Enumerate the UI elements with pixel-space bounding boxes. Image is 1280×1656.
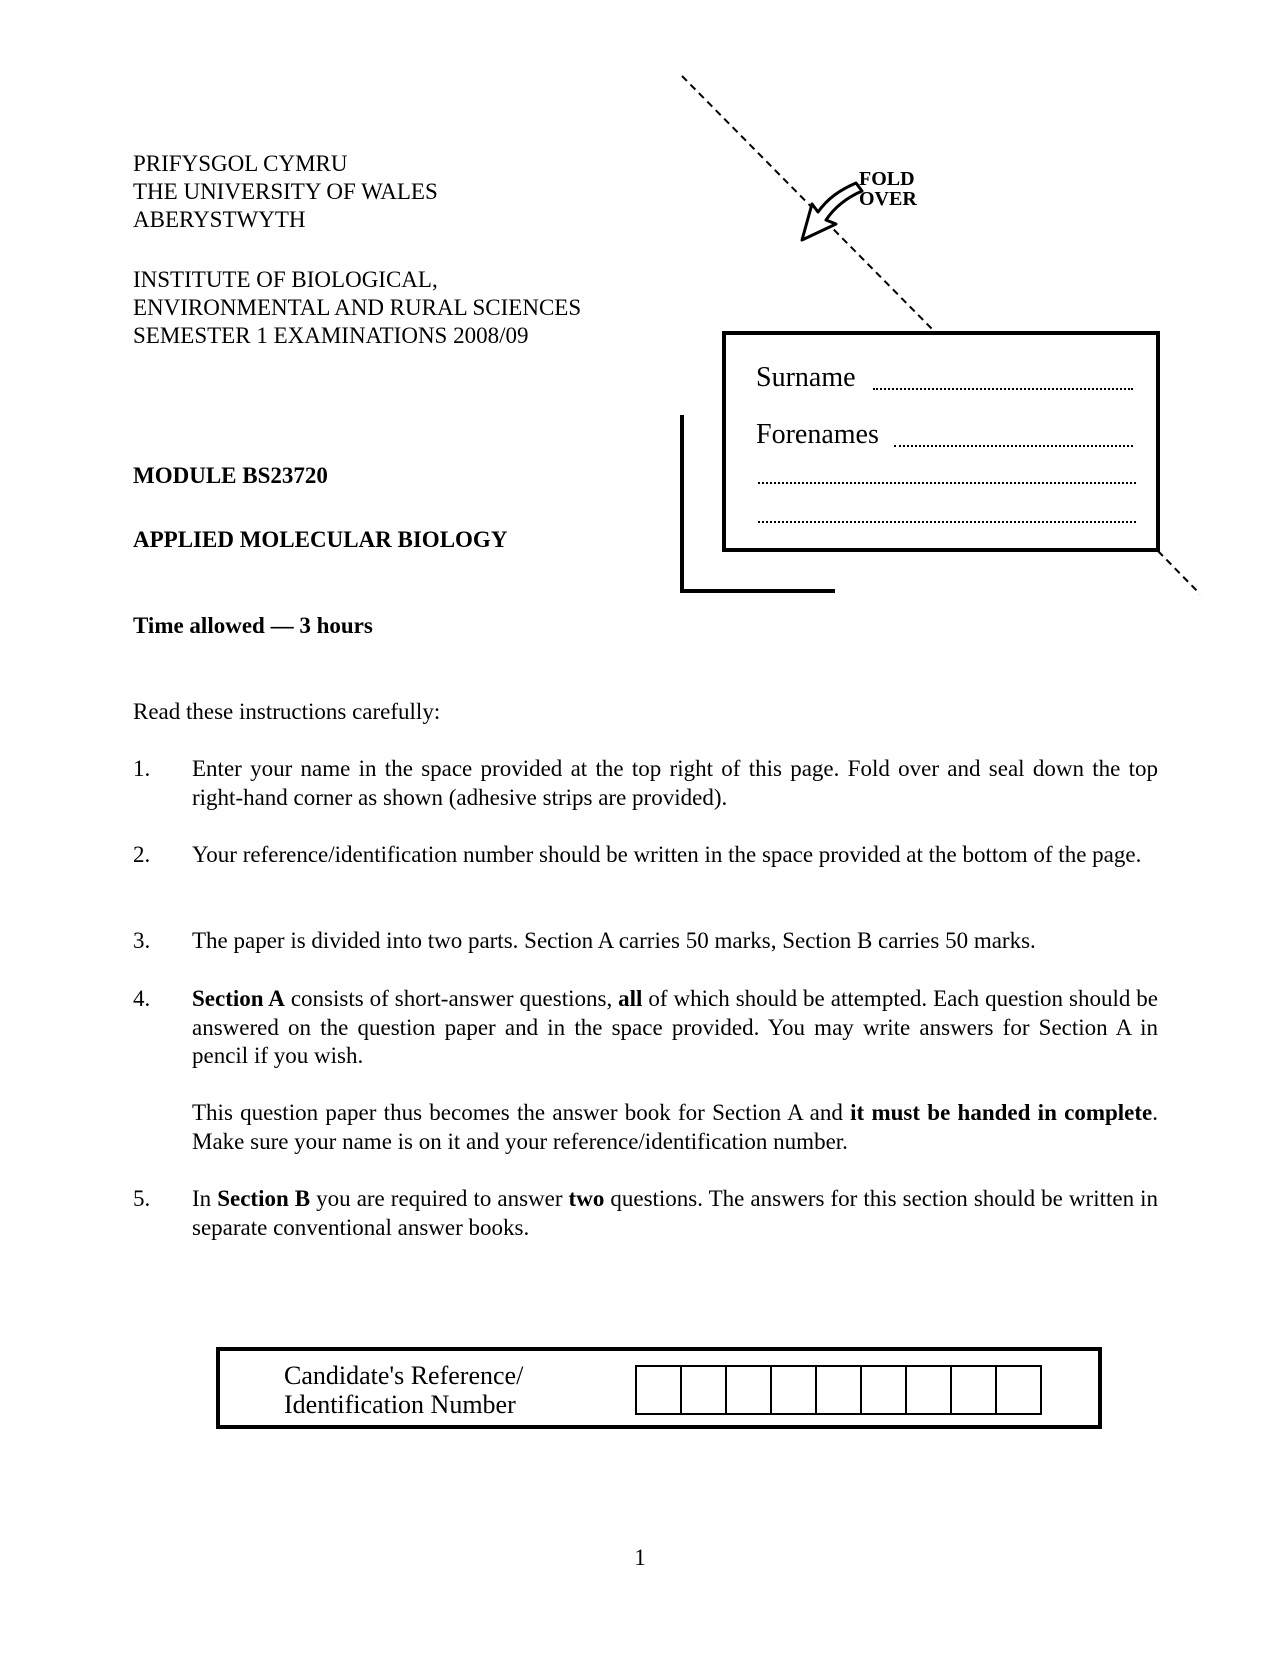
surname-field[interactable] [756,361,856,395]
reference-digit-cell[interactable] [637,1367,682,1413]
instruction-1-text: Enter your name in the space provided at the top right of this page. Fold over and seal down the top right-hand corner as shown (adhesive strips are provided). [192,756,1158,810]
instruction-5-number: 5. [133,1186,151,1211]
instruction-4-text [192,985,1158,1071]
reference-digit-cell[interactable] [772,1367,817,1413]
instruction-4b-bold-1: it must be handed in complete [850,1100,1153,1125]
instruction-4b-text-2: . Make sure your name is on it and your reference/identification number. [192,1100,1158,1154]
institute-header [133,266,581,350]
instruction-4-text-2: of which should be attempted. Each question should be answered on the question paper and in the space provided. You may write answers for Section A in pencil if you wish. [192,986,1159,1068]
header-line-2: THE UNIVERSITY OF WALES [133,179,438,204]
header-line-3: ABERYSTWYTH [133,207,306,232]
instruction-4b-text [192,1099,1158,1156]
instruction-2-text: Your reference/identification number should be written in the space provided at the bottom of the page. [192,842,1142,867]
reference-label-line1: Candidate's Reference/ [284,1361,524,1390]
instruction-4-bold-2: all [618,986,643,1011]
module-code: MODULE BS23720 [133,463,328,488]
instruction-5-text [192,1185,1158,1242]
instruction-4b-text-1: This question paper thus becomes the answer book for Section A and [192,1100,851,1125]
forenames-label: Forenames [756,419,879,450]
reference-digit-cell[interactable] [862,1367,907,1413]
fold-over-label [859,169,917,209]
forenames-dotted-line-1 [894,445,1133,447]
fold-line-lower [1158,551,1200,594]
instruction-5-text-2: you are required to answer [310,1186,569,1211]
candidate-reference-label [284,1361,523,1419]
forenames-dotted-line-2 [758,482,1136,484]
module-title: APPLIED MOLECULAR BIOLOGY [133,527,508,552]
fold-label-line1: FOLD [859,168,915,190]
instruction-1-number: 1. [133,756,151,781]
time-allowed: Time allowed — 3 hours [133,613,373,638]
instruction-5-bold-2: two [568,1186,605,1211]
instruction-5-text-1: In [192,1186,218,1211]
instruction-5-bold-1: Section B [217,1186,311,1211]
instruction-3-number: 3. [133,928,151,953]
reference-digit-cell[interactable] [817,1367,862,1413]
page-number: 1 [634,1545,646,1570]
reference-label-line2: Identification Number [284,1390,516,1419]
forenames-field[interactable] [756,418,879,452]
reference-digit-cell[interactable] [727,1367,772,1413]
surname-dotted-line [873,388,1133,390]
reference-digit-cell[interactable] [682,1367,727,1413]
fold-label-line2: OVER [859,188,917,210]
instruction-2-number: 2. [133,842,151,867]
university-header [133,150,438,234]
institute-line-2: ENVIRONMENTAL AND RURAL SCIENCES [133,295,582,320]
reference-digit-cell[interactable] [997,1367,1042,1413]
instructions-intro: Read these instructions carefully: [133,699,441,724]
instruction-3-text: The paper is divided into two parts. Section A carries 50 marks, Section B carries 50 marks. [192,928,1036,953]
surname-label: Surname [756,362,856,393]
reference-digit-cell[interactable] [907,1367,952,1413]
instruction-5-text-3: questions. The answers for this section should be written in separate conventional answer books. [192,1186,1158,1240]
instruction-4-bold-1: Section A [192,986,285,1011]
forenames-dotted-line-3 [758,521,1136,523]
institute-line-3: SEMESTER 1 EXAMINATIONS 2008/09 [133,323,529,348]
reference-number-cells[interactable] [635,1365,1042,1415]
instruction-4-text-1: consists of short-answer questions, [284,986,619,1011]
institute-line-1: INSTITUTE OF BIOLOGICAL, [133,267,438,292]
reference-digit-cell[interactable] [952,1367,997,1413]
fold-arrow-icon [802,183,862,240]
instruction-4-number: 4. [133,986,151,1011]
header-line-1: PRIFYSGOL CYMRU [133,151,348,176]
